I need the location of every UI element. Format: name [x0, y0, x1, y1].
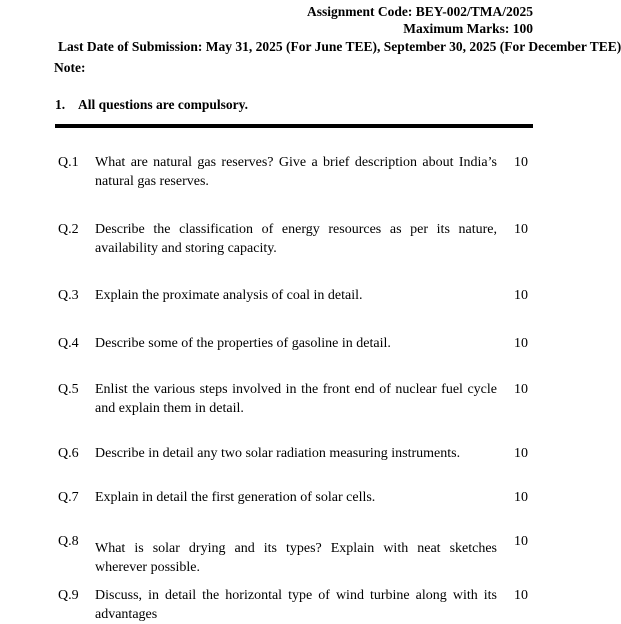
assignment-code: Assignment Code: BEY-002/TMA/2025 [306, 4, 533, 19]
question-marks: 10 [514, 382, 528, 397]
submission-deadline: Last Date of Submission: May 31, 2025 (For June TEE), September 30, 2025 (For December TEE) [58, 39, 621, 54]
question-marks: 10 [514, 222, 528, 237]
maximum-marks: Maximum Marks: 100 [403, 21, 533, 36]
question-number: Q.7 [58, 490, 79, 505]
question-marks: 10 [514, 588, 528, 603]
instruction-text: All questions are compulsory. [78, 97, 249, 112]
question-marks: 10 [514, 534, 528, 549]
note-label: Note: [54, 60, 86, 75]
question-text: What are natural gas reserves? Give a brief description about India’s natural gas reserves. [95, 155, 497, 189]
question-marks: 10 [514, 336, 528, 351]
question-marks: 10 [514, 490, 528, 505]
question-number: Q.1 [58, 155, 79, 170]
question-text: Describe in detail any two solar radiation measuring instruments. [95, 446, 461, 461]
question-number: Q.5 [58, 382, 79, 397]
question-text: Discuss, in detail the horizontal type of wind turbine along with its advantages [95, 588, 497, 622]
question-number: Q.6 [58, 446, 79, 461]
question-marks: 10 [514, 155, 528, 170]
question-number: Q.8 [58, 534, 79, 549]
question-text: Describe some of the properties of gasoline in detail. [95, 336, 391, 351]
question-text: Describe the classification of energy resources as per its nature, availability and storing capacity. [95, 222, 497, 256]
question-text: Explain in detail the first generation of solar cells. [95, 490, 376, 505]
question-number: Q.9 [58, 588, 79, 603]
question-number: Q.3 [58, 288, 79, 303]
question-number: Q.2 [58, 222, 79, 237]
question-marks: 10 [514, 446, 528, 461]
question-number: Q.4 [58, 336, 79, 351]
instruction-number: 1. [55, 97, 66, 112]
question-text: Explain the proximate analysis of coal in detail. [95, 288, 363, 303]
question-text: What is solar drying and its types? Explain with neat sketches wherever possible. [95, 541, 497, 575]
question-marks: 10 [514, 288, 528, 303]
question-text: Enlist the various steps involved in the front end of nuclear fuel cycle and explain them in detail. [95, 382, 497, 416]
divider-rule [55, 124, 533, 128]
